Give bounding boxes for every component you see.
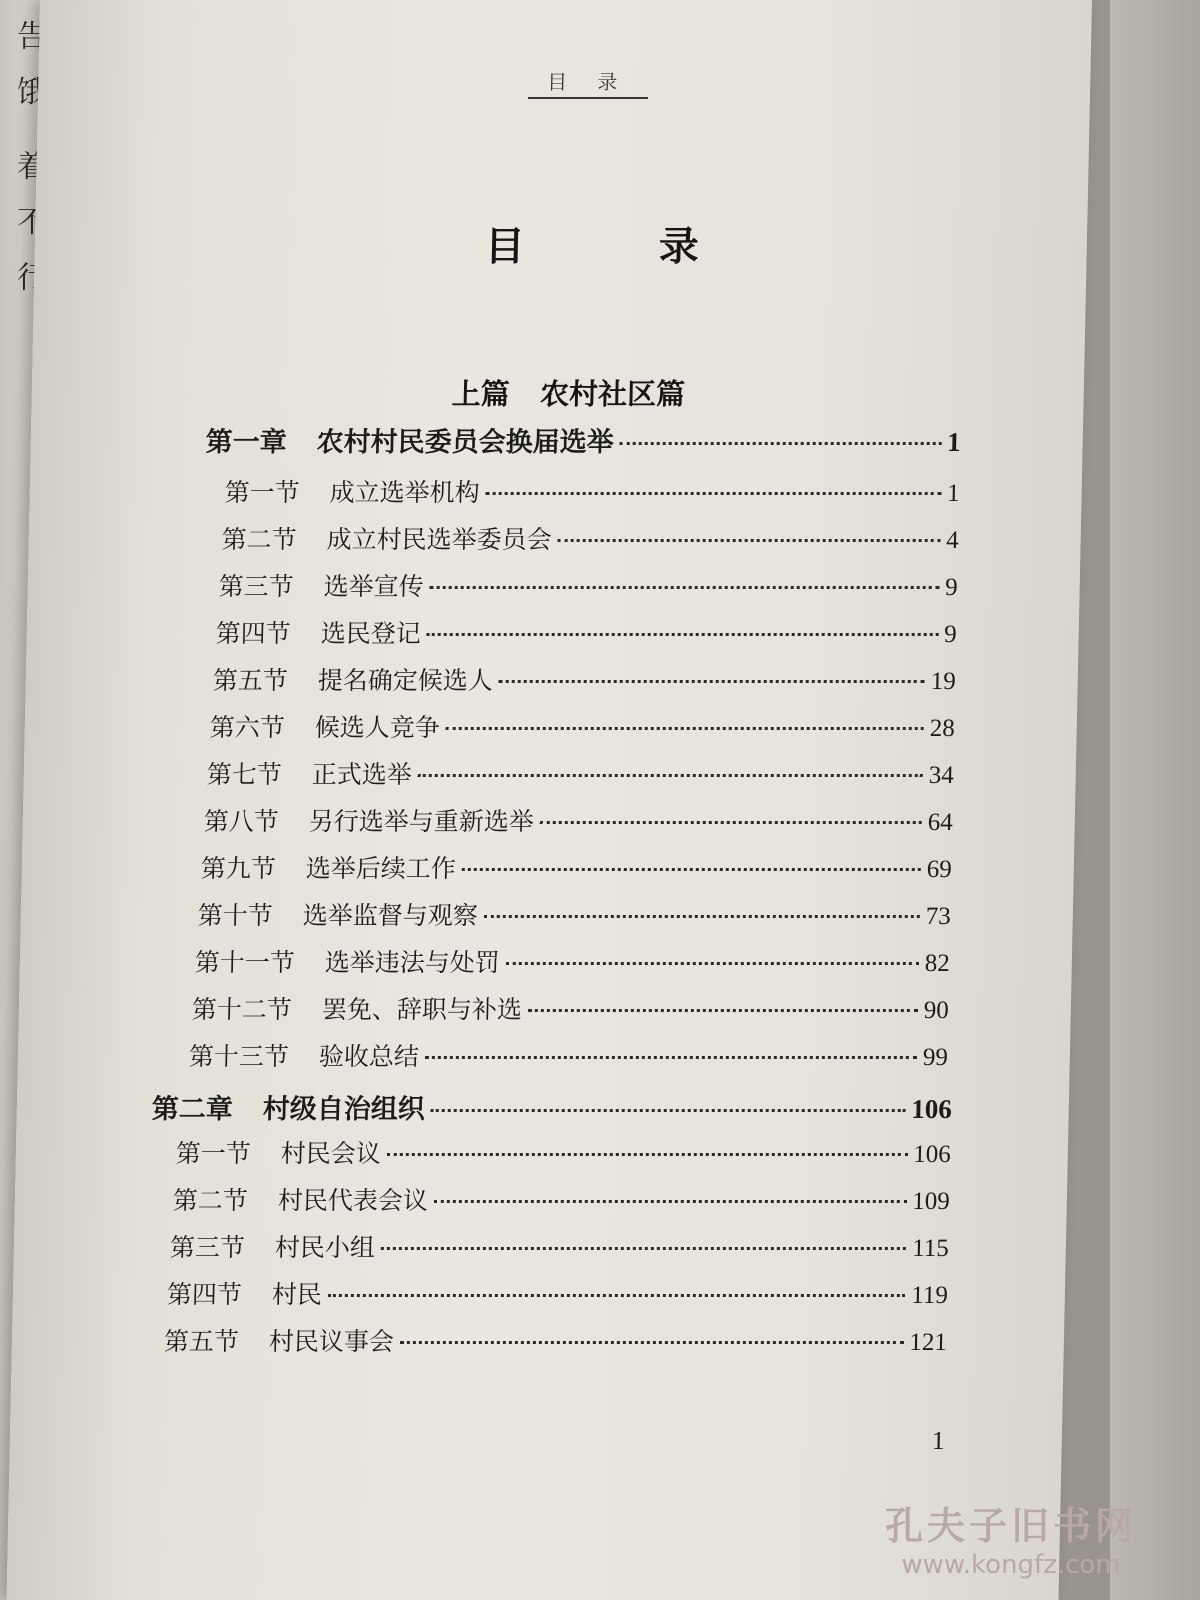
dot-leader — [558, 539, 941, 542]
dot-leader — [328, 1294, 905, 1297]
dot-leader — [430, 586, 940, 589]
toc-number: 第十三节 — [188, 1042, 290, 1071]
toc-label: 村民 — [271, 1280, 323, 1309]
dot-leader — [431, 1109, 906, 1112]
toc-section-entry[interactable] — [224, 473, 960, 509]
toc-label: 选举后续工作 — [305, 854, 457, 883]
dot-leader — [462, 868, 921, 871]
dot-leader — [400, 1341, 904, 1344]
toc-section-entry[interactable] — [212, 661, 956, 697]
toc-label: 另行选举与重新选举 — [308, 807, 535, 836]
toc-label: 验收总结 — [318, 1042, 420, 1071]
toc-number: 第一章 — [205, 427, 288, 458]
toc-label: 选举违法与处罚 — [324, 948, 501, 977]
toc-number: 第一节 — [175, 1139, 252, 1168]
toc-page: 9 — [944, 574, 958, 601]
left-page-text: 着 不 行 ， — [11, 150, 46, 355]
toc-label: 村民小组 — [274, 1233, 376, 1262]
toc-section-entry[interactable] — [218, 567, 958, 603]
toc-page: 121 — [909, 1329, 948, 1356]
toc-label: 选举宣传 — [323, 572, 425, 601]
toc-label: 正式选举 — [311, 760, 413, 789]
watermark-title: 孔夫子旧书网 — [885, 1504, 1138, 1548]
toc-number: 第八节 — [203, 807, 280, 836]
toc-label: 成立选举机构 — [329, 478, 481, 507]
toc-section-entry[interactable] — [173, 1181, 951, 1217]
background-surface — [1110, 0, 1200, 1600]
dot-leader — [506, 962, 919, 965]
toc-section-entry[interactable] — [164, 1322, 948, 1358]
watermark-url: www.kongfz.com — [901, 1550, 1121, 1580]
dot-leader — [446, 727, 924, 730]
toc-number: 第五节 — [163, 1327, 240, 1356]
toc-page: 106 — [913, 1141, 952, 1168]
left-page-text: 告 饿 — [11, 20, 46, 114]
toc-page: 34 — [928, 762, 955, 789]
toc-number: 第二章 — [151, 1094, 234, 1125]
toc-page: 99 — [922, 1044, 949, 1071]
dot-leader — [427, 633, 939, 636]
toc-section-entry[interactable] — [215, 614, 957, 650]
toc-number: 第十一节 — [194, 948, 296, 977]
toc-label: 村民代表会议 — [277, 1186, 429, 1215]
toc-chapter-entry[interactable] — [151, 1087, 952, 1126]
toc-number: 第七节 — [206, 760, 283, 789]
toc-label: 选民登记 — [320, 619, 422, 648]
toc-label: 村民会议 — [280, 1139, 382, 1168]
page-number: 1 — [931, 1426, 946, 1455]
dot-leader — [381, 1247, 906, 1250]
toc-page: 4 — [945, 527, 959, 554]
toc-section-entry[interactable] — [192, 990, 950, 1026]
toc-page: 1 — [946, 427, 962, 457]
toc-page: 9 — [943, 621, 957, 648]
toc-number: 第二节 — [221, 525, 298, 554]
toc-section-entry[interactable] — [189, 1037, 949, 1073]
toc-number: 第一节 — [224, 478, 301, 507]
watermark — [885, 1495, 1137, 1580]
toc-number: 第五节 — [212, 666, 289, 695]
toc-label: 村民议事会 — [268, 1327, 395, 1356]
dot-leader — [484, 915, 920, 918]
dot-leader — [528, 1009, 918, 1012]
toc-section-entry[interactable] — [194, 943, 950, 979]
book-page — [6, 0, 1092, 1600]
toc-page: 28 — [929, 715, 956, 742]
toc-label: 成立村民选举委员会 — [326, 525, 553, 554]
toc-number: 第四节 — [215, 619, 292, 648]
toc-number: 第九节 — [200, 854, 277, 883]
toc-label: 候选人竞争 — [314, 713, 441, 742]
page-title: 目 录 — [484, 224, 760, 270]
toc-section-entry[interactable] — [167, 1275, 949, 1311]
toc-page: 109 — [912, 1188, 951, 1215]
toc-label: 罢免、辞职与补选 — [321, 995, 523, 1024]
toc-section-entry[interactable] — [200, 849, 952, 885]
dot-leader — [499, 680, 925, 683]
toc-page: 82 — [924, 950, 951, 977]
dot-leader — [387, 1153, 908, 1156]
toc-label: 农村村民委员会换届选举 — [316, 427, 615, 458]
toc-number: 第十二节 — [191, 995, 293, 1024]
toc-number: 第三节 — [169, 1233, 246, 1262]
toc-section-entry[interactable] — [209, 708, 955, 744]
dot-leader — [540, 821, 922, 824]
toc-section-entry[interactable] — [221, 520, 959, 556]
dot-leader — [620, 442, 942, 445]
toc-label: 选举监督与观察 — [302, 901, 479, 930]
dot-leader — [434, 1200, 907, 1203]
toc-section-entry[interactable] — [175, 1134, 951, 1170]
running-header: 目 录 — [528, 66, 649, 99]
toc-number: 第二节 — [172, 1186, 249, 1215]
toc-number: 第十节 — [197, 901, 274, 930]
toc-page: 106 — [910, 1094, 953, 1124]
toc-page: 73 — [925, 903, 952, 930]
toc-page: 1 — [946, 480, 960, 507]
table-of-contents — [6, 0, 1092, 1600]
toc-number: 第四节 — [166, 1280, 243, 1309]
dot-leader — [418, 774, 923, 777]
dot-leader — [486, 492, 942, 495]
toc-page: 19 — [930, 668, 957, 695]
toc-label: 提名确定候选人 — [317, 666, 494, 695]
toc-number: 第三节 — [218, 572, 295, 601]
dot-leader — [425, 1056, 917, 1059]
toc-label: 村级自治组织 — [262, 1094, 426, 1125]
toc-section-entry[interactable] — [197, 896, 951, 932]
toc-section-entry[interactable] — [203, 802, 953, 838]
toc-page: 119 — [911, 1282, 949, 1309]
toc-number: 第六节 — [209, 713, 286, 742]
toc-section-entry[interactable] — [206, 755, 954, 791]
toc-page: 64 — [927, 809, 954, 836]
toc-page: 69 — [926, 856, 953, 883]
toc-page: 90 — [923, 997, 950, 1024]
toc-section-entry[interactable] — [170, 1228, 950, 1264]
part-title: 上篇 农村社区篇 — [451, 377, 686, 411]
toc-chapter-entry[interactable] — [205, 420, 961, 459]
toc-page: 115 — [911, 1235, 950, 1262]
